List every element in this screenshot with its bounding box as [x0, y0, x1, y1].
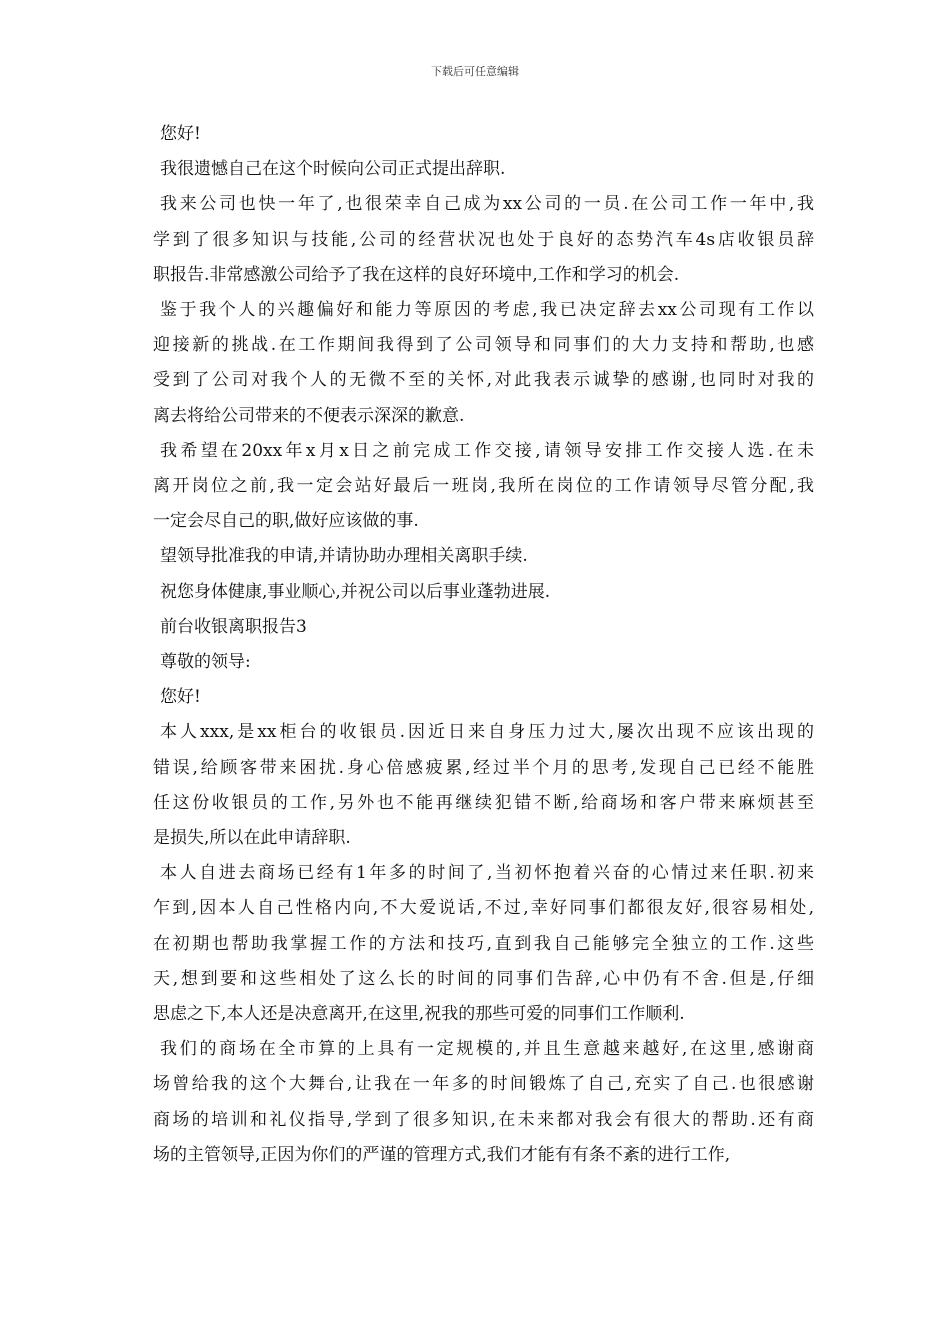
paragraph: [146, 715, 814, 856]
text-line: 思虑之下,本人还是决意离开,在这里,祝我的那些可爱的同事们工作顺利.: [153, 1004, 685, 1025]
text-line: 任这份收银员的工作,另外也不能再继续犯错不断,给商场和客户带来麻烦甚至: [153, 792, 814, 813]
document-body: [146, 117, 814, 1173]
text-line: 望领导批准我的申请,并请协助办理相关离职手续.: [160, 546, 528, 567]
text-line: 迎接新的挑战.在工作期间我得到了公司领导和同事们的大力支持和帮助,也感: [153, 335, 814, 356]
text-line: 乍到,因本人自己性格内向,不大爱说话,不过,幸好同事们都很友好,很容易相处,: [153, 898, 814, 919]
text-line: 前台收银离职报告3: [160, 616, 307, 637]
text-line: 场的主管领导,正因为你们的严谨的管理方式,我们才能有有条不紊的进行工作,: [153, 1144, 731, 1165]
paragraph: [146, 187, 814, 293]
text-line: 错误,给顾客带来困扰.身心倍感疲累,经过半个月的思考,发现自己已经不能胜: [153, 757, 814, 778]
text-line: 受到了公司对我个人的无微不至的关怀,对此我表示诚挚的感谢,也同时对我的: [153, 370, 814, 391]
paragraph: [146, 610, 814, 645]
text-line: 学到了很多知识与技能,公司的经营状况也处于良好的态势汽车4s店收银员辞: [153, 229, 814, 250]
text-line: 祝您身体健康,事业顺心,并祝公司以后事业蓬勃进展.: [160, 581, 551, 602]
text-line: 离开岗位之前,我一定会站好最后一班岗,我所在岗位的工作请领导尽管分配,我: [153, 476, 814, 497]
paragraph: [146, 434, 814, 540]
paragraph: [146, 293, 814, 434]
text-line: 鉴于我个人的兴趣偏好和能力等原因的考虑,我已决定辞去xx公司现有工作以: [160, 300, 814, 321]
text-line: 在初期也帮助我掌握工作的方法和技巧,直到我自己能够完全独立的工作.这些: [153, 933, 814, 954]
text-line: 我很遗憾自己在这个时候向公司正式提出辞职.: [160, 159, 506, 180]
text-line: 是损失,所以在此申请辞职.: [153, 828, 351, 849]
text-line: 您好!: [160, 124, 201, 144]
paragraph: [146, 645, 814, 680]
text-line: 尊敬的领导:: [160, 652, 251, 673]
paragraph: [146, 575, 814, 610]
text-line: 职报告.非常感激公司给予了我在这样的良好环境中,工作和学习的机会.: [153, 264, 680, 285]
text-line: 我们的商场在全市算的上具有一定规模的,并且生意越来越好,在这里,感谢商: [160, 1039, 814, 1060]
paragraph: [146, 1032, 814, 1173]
paragraph: [146, 680, 814, 715]
text-line: 本人xxx,是xx柜台的收银员.因近日来自身压力过大,屡次出现不应该出现的: [160, 722, 814, 743]
text-line: 一定会尽自己的职,做好应该做的事.: [153, 511, 419, 532]
paragraph: [146, 856, 814, 1032]
text-line: 您好!: [160, 687, 201, 708]
text-line: 本人自进去商场已经有1年多的时间了,当初怀抱着兴奋的心情过来任职.初来: [160, 863, 814, 884]
page-header: 下载后可任意编辑: [431, 65, 519, 78]
paragraph: [146, 117, 814, 152]
text-line: 天,想到要和这些相处了这么长的时间的同事们告辞,心中仍有不舍.但是,仔细: [153, 968, 814, 989]
text-line: 离去将给公司带来的不便表示深深的歉意.: [153, 405, 465, 426]
text-line: 我希望在20xx年x月x日之前完成工作交接,请领导安排工作交接人选.在未: [160, 440, 814, 461]
text-line: 场曾给我的这个大舞台,让我在一年多的时间锻炼了自己,充实了自己.也很感谢: [153, 1074, 814, 1095]
text-line: 商场的培训和礼仪指导,学到了很多知识,在未来都对我会有很大的帮助.还有商: [153, 1109, 814, 1130]
text-line: 我来公司也快一年了,也很荣幸自己成为xx公司的一员.在公司工作一年中,我: [160, 194, 814, 215]
paragraph: [146, 539, 814, 574]
paragraph: [146, 152, 814, 187]
